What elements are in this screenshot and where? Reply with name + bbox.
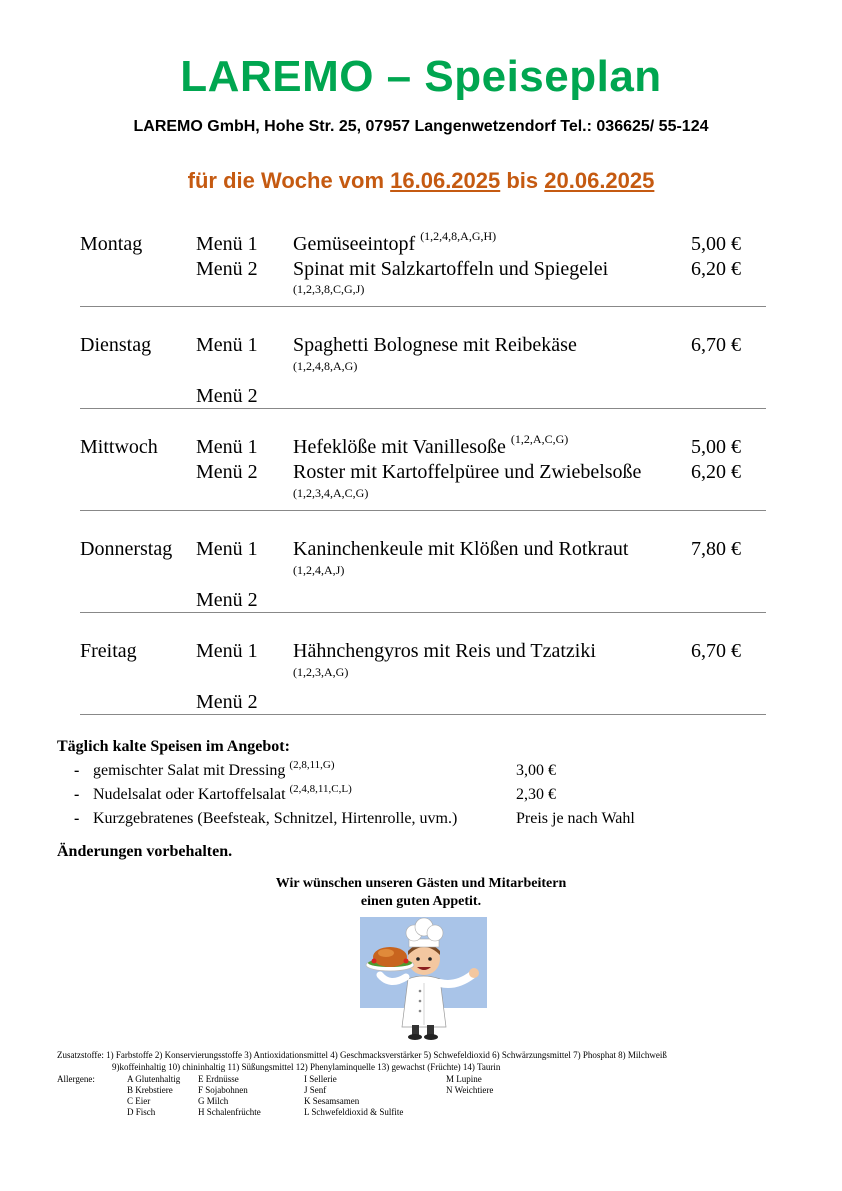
day-name: Montag xyxy=(80,233,143,255)
menu1-dish: Spaghetti Bolognese mit Reibekäse xyxy=(293,334,577,356)
day-wednesday xyxy=(80,408,766,511)
menu2-allergens: (1,2,3,4,A,C,G) xyxy=(293,486,369,500)
week-range xyxy=(0,168,842,194)
cold-item xyxy=(93,783,352,804)
cold-item-price: 2,30 € xyxy=(516,786,556,803)
week-mid: bis xyxy=(500,168,545,193)
menu1-label: Menü 1 xyxy=(196,436,258,458)
cold-item xyxy=(93,759,335,780)
allergen-item: A Glutenhaltig xyxy=(127,1074,181,1084)
allergen-item: H Schalenfrüchte xyxy=(198,1107,261,1117)
cold-dishes-heading: Täglich kalte Speisen im Angebot: xyxy=(57,738,290,755)
menu2-price: 6,20 € xyxy=(691,258,741,280)
day-name: Donnerstag xyxy=(80,538,173,560)
allergen-item: M Lupine xyxy=(446,1074,482,1084)
menu1-price: 7,80 € xyxy=(691,538,741,560)
wish-line-2: einen guten Appetit. xyxy=(360,894,482,909)
day-tuesday xyxy=(80,306,766,409)
week-from-date: 16.06.2025 xyxy=(390,168,501,193)
day-name: Freitag xyxy=(80,640,137,662)
additives-line-1: Zusatzstoffe: 1) Farbstoffe 2) Konservierungsstoffe 3) Antioxidationsmittel 4) Geschmacksverstärker 5) Schwefeldioxid 6) Schwärzungsmittel 7) Phosphat 8) Milchweiß xyxy=(57,1050,667,1060)
menu2-label: Menü 2 xyxy=(196,461,258,483)
menu1-allergens: (1,2,A,C,G) xyxy=(510,432,569,446)
allergen-item: I Sellerie xyxy=(304,1074,337,1084)
wish-text xyxy=(0,875,842,911)
menu1-dish: Hähnchengyros mit Reis und Tzatziki xyxy=(293,640,596,662)
menu1-dish-text: Hefeklöße mit Vanillesoße xyxy=(293,436,511,458)
day-name: Mittwoch xyxy=(80,436,158,458)
menu2-dish: Spinat mit Salzkartoffeln und Spiegelei xyxy=(293,258,609,280)
list-bullet: - xyxy=(74,810,80,827)
menu1-allergens: (1,2,4,8,A,G) xyxy=(293,359,358,373)
menu1-dish xyxy=(293,229,497,256)
cold-item-text: Nudelsalat oder Kartoffelsalat xyxy=(93,786,290,803)
menu2-dish: Roster mit Kartoffelpüree und Zwiebelsoße xyxy=(293,461,642,483)
list-bullet: - xyxy=(74,786,80,803)
allergen-item: L Schwefeldioxid & Sulfite xyxy=(304,1107,404,1117)
wish-line-1: Wir wünschen unseren Gästen und Mitarbeitern xyxy=(275,876,567,891)
allergen-item: C Eier xyxy=(127,1096,151,1106)
menu1-allergens: (1,2,3,A,G) xyxy=(293,665,349,679)
menu2-label: Menü 2 xyxy=(196,691,258,713)
menu1-price: 6,70 € xyxy=(691,640,741,662)
allergen-item: K Sesamsamen xyxy=(304,1096,360,1106)
day-monday xyxy=(80,228,766,307)
company-address: LAREMO GmbH, Hohe Str. 25, 07957 Langenwetzendorf Tel.: 036625/ 55-124 xyxy=(133,118,709,135)
allergen-item: F Sojabohnen xyxy=(198,1085,248,1095)
menu1-dish xyxy=(293,432,569,459)
additives-line-2: 9)koffeinhaltig 10) chininhaltig 11) Süßungsmittel 12) Phenylaminquelle 13) gewachst (Früchte) 14) Taurin xyxy=(112,1062,501,1072)
allergen-item: D Fisch xyxy=(127,1107,156,1117)
allergens-label: Allergene: xyxy=(57,1074,95,1084)
list-bullet: - xyxy=(74,762,80,779)
menu2-price: 6,20 € xyxy=(691,461,741,483)
menu2-label: Menü 2 xyxy=(196,258,258,280)
menu1-label: Menü 1 xyxy=(196,640,258,662)
cold-item-allergens: (2,4,8,11,C,L) xyxy=(289,783,352,795)
cold-item: Kurzgebratenes (Beefsteak, Schnitzel, Hirtenrolle, uvm.) xyxy=(93,810,458,827)
chef-illustration xyxy=(360,917,487,1041)
menu1-dish: Kaninchenkeule mit Klößen und Rotkraut xyxy=(293,538,629,560)
menu1-label: Menü 1 xyxy=(196,334,258,356)
cold-item-price: Preis je nach Wahl xyxy=(516,810,635,827)
day-name: Dienstag xyxy=(80,334,152,356)
menu2-label: Menü 2 xyxy=(196,385,258,407)
allergen-item: E Erdnüsse xyxy=(198,1074,239,1084)
week-prefix: für die Woche vom xyxy=(187,168,391,193)
day-friday xyxy=(80,612,766,715)
menu1-allergens: (1,2,4,A,J) xyxy=(293,563,345,577)
cold-item-allergens: (2,8,11,G) xyxy=(289,759,335,771)
week-to-date: 20.06.2025 xyxy=(544,168,655,193)
menu1-price: 5,00 € xyxy=(691,233,741,255)
day-thursday xyxy=(80,510,766,613)
page-title: LAREMO – Speiseplan xyxy=(180,52,662,101)
menu1-price: 6,70 € xyxy=(691,334,741,356)
cold-item-text: gemischter Salat mit Dressing xyxy=(93,762,290,779)
cold-item-price: 3,00 € xyxy=(516,762,556,779)
menu1-label: Menü 1 xyxy=(196,233,258,255)
menu1-label: Menü 1 xyxy=(196,538,258,560)
allergen-item: J Senf xyxy=(304,1085,327,1095)
menu1-price: 5,00 € xyxy=(691,436,741,458)
menu2-allergens: (1,2,3,8,C,G,J) xyxy=(293,282,365,296)
changes-notice: Änderungen vorbehalten. xyxy=(57,843,233,860)
allergen-item: G Milch xyxy=(198,1096,229,1106)
allergen-item: B Krebstiere xyxy=(127,1085,173,1095)
menu2-label: Menü 2 xyxy=(196,589,258,611)
allergen-item: N Weichtiere xyxy=(446,1085,494,1095)
menu1-dish-text: Gemüseeintopf xyxy=(293,233,421,255)
menu1-allergens: (1,2,4,8,A,G,H) xyxy=(420,229,497,243)
